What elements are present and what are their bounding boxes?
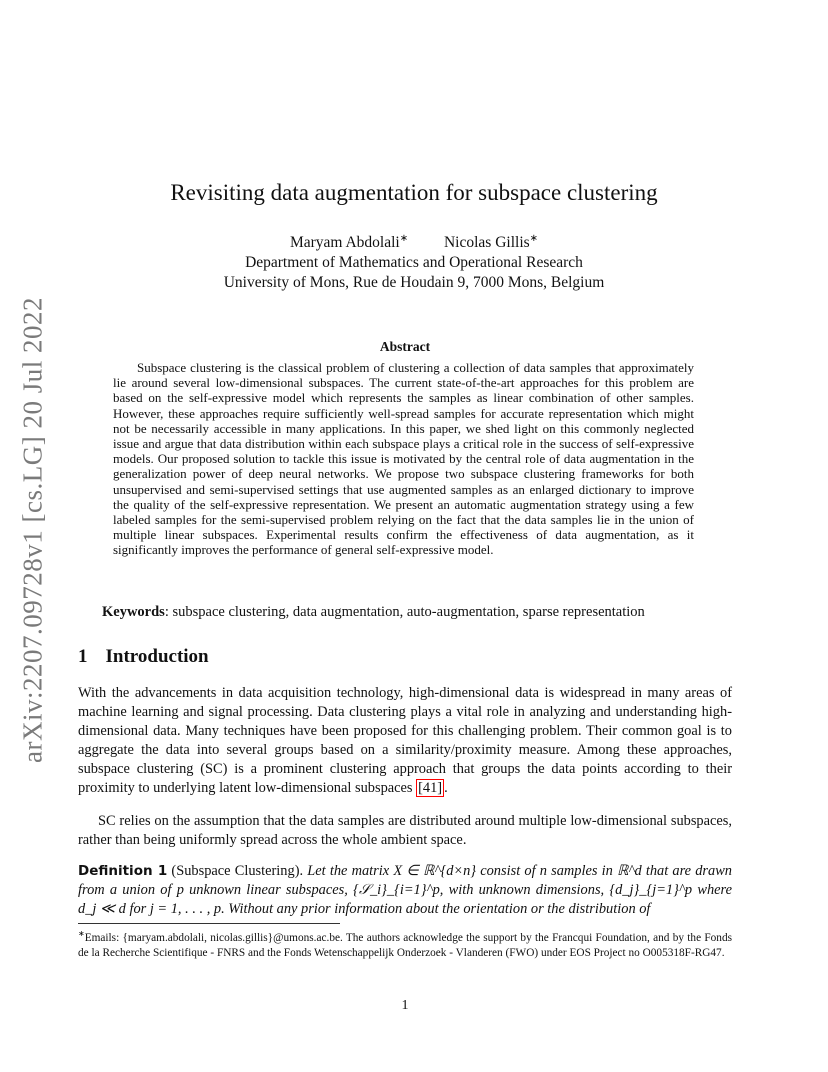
- author-2-name: Nicolas Gillis: [443, 234, 530, 252]
- abstract-body: [113, 360, 694, 558]
- keywords-line: [102, 604, 742, 621]
- author-1-name: Maryam Abdolali: [289, 234, 400, 252]
- author-1: [290, 234, 408, 251]
- keywords-text: : subspace clustering, data augmentation, auto-augmentation, sparse representation: [164, 604, 645, 620]
- intro-paragraph-1: [78, 684, 732, 798]
- section-number: 1: [78, 646, 88, 667]
- arxiv-stamp-text: arXiv:2207.09728v1 [cs.LG] 20 Jul 2022: [17, 297, 48, 763]
- footnote-mark: ∗: [78, 929, 85, 938]
- arxiv-stamp: [8, 297, 58, 763]
- section-heading: [78, 646, 209, 668]
- intro-paragraph-2: [78, 812, 732, 850]
- footnote: [78, 926, 732, 961]
- footnote-rule: [78, 923, 340, 924]
- paragraph-1-text: With the advancements in data acquisition technology, high-dimensional data is widespread in many areas of machine learning and signal processing. Data clustering plays a vital role in analyzing and understanding high-dimensional data. Many techniques have been proposed for this challenging problem. Their common goal is to aggregate the data into several groups based on a similarity/proximity measure. Among these approaches, subspace clustering (SC) is a prominent clustering approach that groups the data points according to their proximity to underlying latent low-dimensional subspaces: [78, 685, 732, 796]
- page-number: 1: [401, 998, 409, 1013]
- definition-label: Definition 1: [78, 863, 168, 879]
- definition-name: (Subspace Clustering).: [171, 863, 304, 879]
- paragraph-1-end: .: [444, 780, 448, 796]
- author-names: [0, 229, 828, 253]
- author-block: [0, 229, 828, 293]
- paper-title: Revisiting data augmentation for subspace clustering: [170, 180, 658, 205]
- definition-block: [78, 862, 732, 919]
- citation-link[interactable]: [41]: [418, 780, 443, 796]
- affiliation-university: University of Mons, Rue de Houdain 9, 7000 Mons, Belgium: [223, 274, 605, 292]
- section-title: Introduction: [105, 646, 209, 667]
- abstract-heading: Abstract: [379, 339, 431, 354]
- footnote-text: Emails: {maryam.abdolali, nicolas.gillis}@umons.ac.be. The authors acknowledge the support by the Francqui Foundation, and by the Fonds de la Recherche Scientifique - FNRS and the Fonds Wetenschappelijk Onderzoek - Vlanderen (FWO) under EOS Project no O005318F-RG47.: [78, 931, 732, 960]
- definition-text: Let the matrix X ∈ ℝ^{d×n} consist of n samples in ℝ^d that are drawn from a union of p unknown linear subspaces, {𝒮_i}_{i=1}^p, with unknown dimensions, {d_j}_{j=1}^p where d_j ≪ d for j = 1, . . . , p. Without any prior information about the orientation or the distribution of: [78, 863, 732, 917]
- author-2: [444, 234, 538, 251]
- keywords-label: Keywords: [102, 604, 165, 620]
- abstract-text: Subspace clustering is the classical problem of clustering a collection of data samples that approximately lie around several low-dimensional subspaces. The current state-of-the-art approaches for this problem are based on the self-expressive model which represents the samples as linear combination of other samples. However, these approaches require sufficiently well-spread samples for accurate representation which might not be necessarily accessible in many applications. In this paper, we shed light on this commonly neglected issue and argue that data distribution within each subspace plays a critical role in the success of self-expressive models. Our proposed solution to tackle this issue is motivated by the central role of data augmentation in the generalization power of deep neural networks. We propose two subspace clustering frameworks for both unsupervised and semi-supervised settings that use augmented samples as an enlarged dictionary to improve the quality of the self-expressive representation. We present an automatic augmentation strategy using a few labeled samples for the semi-supervised problem relying on the fact that the data samples lie in the union of multiple linear subspaces. Experimental results confirm the effectiveness of data augmentation, as it significantly improves the performance of general self-expressive model.: [113, 360, 694, 558]
- author-2-mark: ∗: [529, 233, 539, 244]
- author-1-mark: ∗: [399, 233, 409, 244]
- paragraph-2-text: SC relies on the assumption that the data samples are distributed around multiple low-dimensional subspaces, rather than being uniformly spread across the whole ambient space.: [78, 813, 732, 848]
- affiliation-department: Department of Mathematics and Operational Research: [245, 254, 583, 272]
